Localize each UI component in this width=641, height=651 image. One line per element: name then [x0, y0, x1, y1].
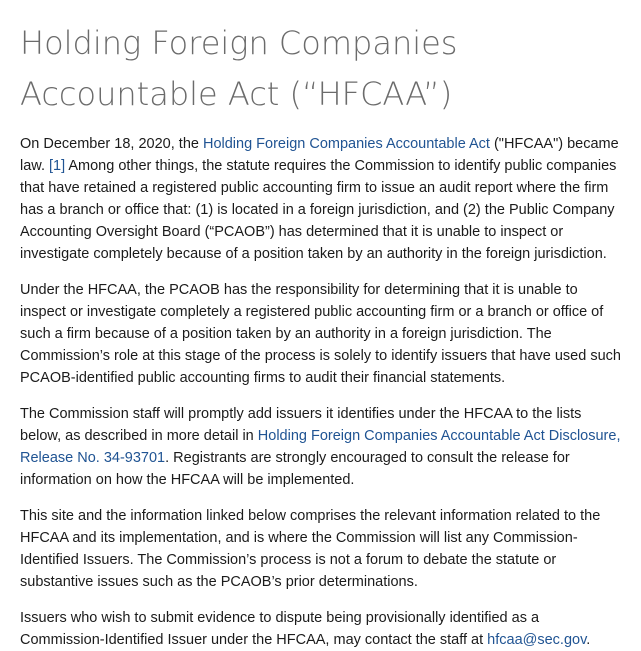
- page-title-line-1: Holding Foreign Companies: [20, 24, 458, 62]
- paragraph-contact-text-2: .: [586, 632, 591, 648]
- page-title: [20, 18, 623, 120]
- paragraph-commission-staff: [20, 403, 623, 491]
- disclosure-release-link[interactable]: Holding Foreign Companies Accountable Act Disclosure, Release No. 34-93701: [20, 428, 621, 466]
- footnote-1-link[interactable]: [1]: [49, 158, 66, 174]
- paragraph-intro: [20, 133, 623, 265]
- paragraph-intro-text-3: Among other things, the statute requires the Commission to identify public companies that have retained a registered public accounting firm to issue an audit report where the firm has a branch or office that: (1) is located in a foreign jurisdiction, and (2) the Public Company Accounting Oversight Board (“PCAOB”) has determined that it is unable to inspect or investigate completely because of a position taken by an authority in the foreign jurisdiction.: [20, 158, 617, 262]
- paragraph-pcaob-role: Under the HFCAA, the PCAOB has the responsibility for determining that it is unable to inspect or investigate completely a registered public accounting firm or a branch or office of such a firm because of a position taken by an authority in a foreign jurisdiction. The Commission’s role at this stage of the process is solely to identify issuers that have used such PCAOB-identified public accounting firms to audit their financial statements.: [20, 282, 621, 386]
- paragraph-staff-text-1: The Commission staff will promptly add issuers it identifies under the HFCAA to the lists below, as described in more detail in: [20, 406, 582, 444]
- paragraph-intro-text-2: ("HFCAA") became law.: [20, 136, 619, 174]
- paragraph-contact: [20, 607, 623, 651]
- page-title-line-2: Accountable Act (“HFCAA”): [20, 75, 453, 113]
- paragraph-contact-text-1: Issuers who wish to submit evidence to dispute being provisionally identified as a Commission-Identified Issuer under the HFCAA, may contact the staff at: [20, 610, 540, 648]
- hfcaa-act-link[interactable]: Holding Foreign Companies Accountable Act: [202, 136, 490, 152]
- hfcaa-email-link[interactable]: hfcaa@sec.gov: [487, 632, 587, 648]
- paragraph-staff-text-2: . Registrants are strongly encouraged to consult the release for information on how the HFCAA will be implemented.: [20, 450, 570, 488]
- paragraph-site-info: This site and the information linked below comprises the relevant information related to the HFCAA and its implementation, and is where the Commission will list any Commission-Identified Issuers. The Commission’s process is not a forum to debate the statute or substantive issues such as the PCAOB’s prior determinations.: [20, 508, 601, 590]
- article-body: [20, 133, 623, 651]
- paragraph-intro-text-1: On December 18, 2020, the: [20, 136, 203, 152]
